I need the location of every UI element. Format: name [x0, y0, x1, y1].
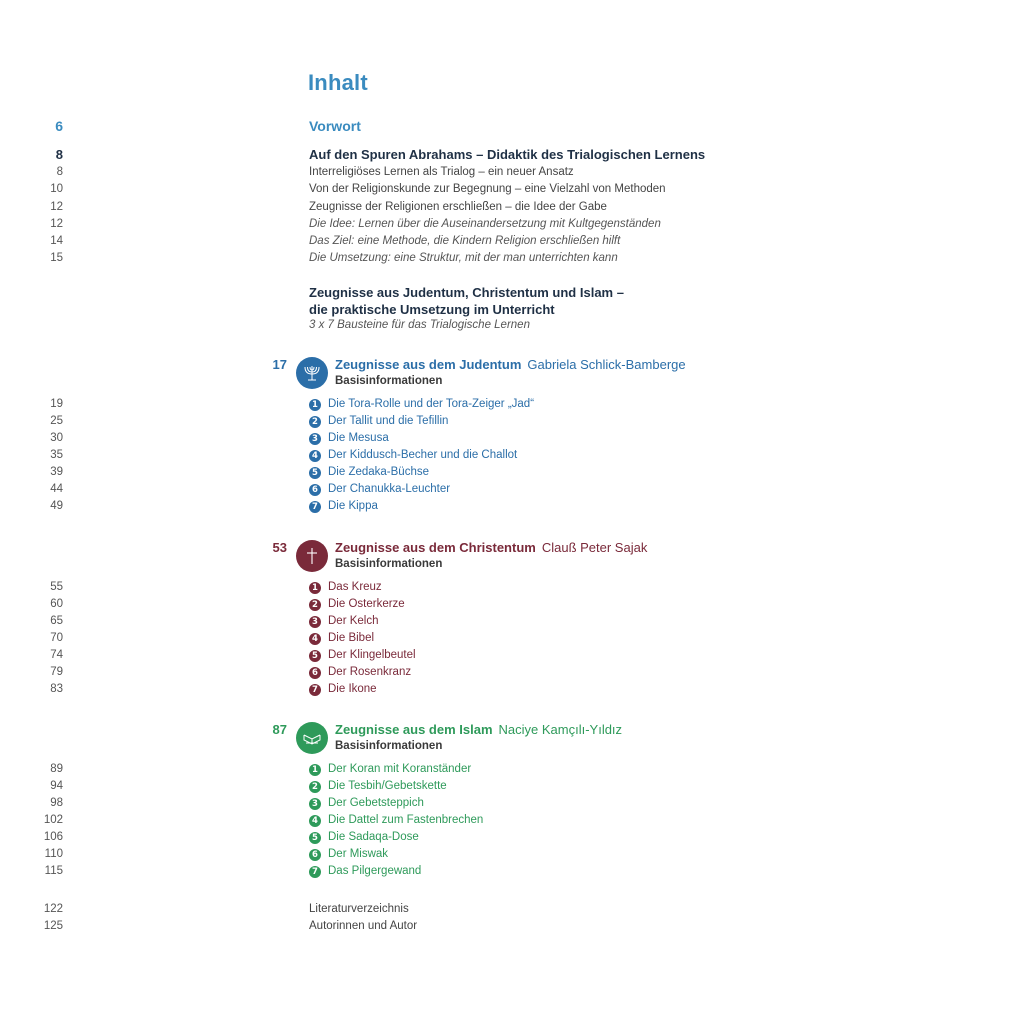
- page-number: 30: [50, 432, 63, 444]
- entry-label: Autorinnen und Autor: [309, 920, 418, 932]
- cross-icon: [296, 540, 328, 572]
- item-label: Das Kreuz: [328, 581, 382, 593]
- page-number: 89: [50, 763, 63, 775]
- page-number: 14: [50, 235, 63, 247]
- number-badge: 5: [309, 467, 321, 479]
- number-badge: 1: [309, 399, 321, 411]
- section-page-number: 53: [272, 540, 287, 555]
- practice-title-line1: Zeugnisse aus Judentum, Christentum und Islam –: [309, 285, 624, 300]
- section-title-text: Zeugnisse aus dem Islam: [335, 722, 493, 737]
- item-label: Das Pilgergewand: [328, 865, 422, 877]
- page-number: 70: [50, 632, 63, 644]
- entry-label: Auf den Spuren Abrahams – Didaktik des Trialogischen Lernens: [309, 147, 706, 162]
- section-title[interactable]: [335, 357, 686, 372]
- toc-entry[interactable]: [0, 218, 800, 235]
- number-badge: 2: [309, 416, 321, 428]
- toc-entry-authors[interactable]: [0, 920, 800, 937]
- toc-entry[interactable]: [0, 235, 800, 252]
- page-number: 10: [50, 183, 63, 195]
- page-number: 122: [43, 903, 63, 915]
- entry-label: Das Ziel: eine Methode, die Kindern Religion erschließen hilft: [309, 235, 621, 247]
- item-label: Die Osterkerze: [328, 598, 405, 610]
- item-label: Der Rosenkranz: [328, 666, 412, 678]
- entry-label: Von der Religionskunde zur Begegnung – eine Vielzahl von Methoden: [309, 183, 666, 195]
- section-author: Clauß Peter Sajak: [541, 540, 648, 555]
- toc-entry-heading[interactable]: [0, 147, 800, 164]
- page-number: 110: [44, 848, 63, 860]
- entry-label: Die Idee: Lernen über die Auseinandersetzung mit Kultgegenständen: [309, 218, 661, 230]
- item-label: Der Klingelbeutel: [328, 649, 416, 661]
- item-label: Der Miswak: [328, 848, 389, 860]
- page-number: 55: [50, 581, 63, 593]
- number-badge: 3: [309, 616, 321, 628]
- page-number: 98: [50, 797, 63, 809]
- list-item[interactable]: [0, 814, 800, 830]
- list-item[interactable]: [0, 831, 800, 847]
- list-item[interactable]: [0, 432, 800, 448]
- list-item[interactable]: [0, 632, 800, 648]
- list-item[interactable]: [0, 797, 800, 813]
- list-item[interactable]: [0, 415, 800, 431]
- page-number: 125: [43, 920, 63, 932]
- page-number: 49: [50, 500, 63, 512]
- list-item[interactable]: [0, 500, 800, 516]
- page-number: 8: [55, 147, 63, 162]
- page-number: 94: [50, 780, 63, 792]
- number-badge: 7: [309, 501, 321, 513]
- page-number: 60: [50, 598, 63, 610]
- list-item[interactable]: [0, 598, 800, 614]
- list-item[interactable]: [0, 398, 800, 414]
- item-label: Die Kippa: [328, 500, 378, 512]
- number-badge: 3: [309, 433, 321, 445]
- list-item[interactable]: [0, 780, 800, 796]
- page-number: 65: [50, 615, 63, 627]
- toc-entry-vorwort[interactable]: [0, 118, 800, 135]
- list-item[interactable]: [0, 683, 800, 699]
- page-number: 39: [50, 466, 63, 478]
- number-badge: 5: [309, 832, 321, 844]
- page-number: 25: [50, 415, 63, 427]
- number-badge: 5: [309, 650, 321, 662]
- number-badge: 2: [309, 599, 321, 611]
- number-badge: 4: [309, 633, 321, 645]
- toc-entry[interactable]: [0, 252, 800, 269]
- list-item[interactable]: [0, 649, 800, 665]
- number-badge: 3: [309, 798, 321, 810]
- item-label: Die Sadaqa-Dose: [328, 831, 419, 843]
- page-title: Inhalt: [308, 70, 368, 95]
- number-badge: 4: [309, 815, 321, 827]
- entry-label: Die Umsetzung: eine Struktur, mit der man unterrichten kann: [309, 252, 618, 264]
- menorah-icon: [296, 357, 328, 389]
- number-badge: 6: [309, 667, 321, 679]
- practice-title-line2: die praktische Umsetzung im Unterricht: [309, 302, 555, 317]
- entry-label: Vorwort: [309, 118, 361, 134]
- entry-label: Interreligiöses Lernen als Trialog – ein neuer Ansatz: [309, 166, 574, 178]
- list-item[interactable]: [0, 466, 800, 482]
- page-number: 79: [50, 666, 63, 678]
- entry-label: Zeugnisse der Religionen erschließen – die Idee der Gabe: [309, 201, 607, 213]
- item-label: Die Tora-Rolle und der Tora-Zeiger „Jad“: [328, 398, 535, 410]
- section-title[interactable]: [335, 722, 622, 737]
- number-badge: 1: [309, 582, 321, 594]
- page-number: 12: [50, 201, 63, 213]
- number-badge: 4: [309, 450, 321, 462]
- page-number: 83: [50, 683, 63, 695]
- item-label: Die Ikone: [328, 683, 377, 695]
- number-badge: 6: [309, 484, 321, 496]
- list-item[interactable]: [0, 865, 800, 881]
- practice-subtitle: 3 x 7 Bausteine für das Trialogische Lernen: [309, 319, 530, 331]
- item-label: Der Chanukka-Leuchter: [328, 483, 451, 495]
- number-badge: 2: [309, 781, 321, 793]
- section-page-number: 17: [272, 357, 287, 372]
- toc-entry-literature[interactable]: [0, 903, 800, 920]
- item-label: Die Tesbih/Gebetskette: [328, 780, 447, 792]
- list-item[interactable]: [0, 483, 800, 499]
- list-item[interactable]: [0, 763, 800, 779]
- list-item[interactable]: [0, 581, 800, 597]
- section-page-number: 87: [272, 722, 287, 737]
- section-basis[interactable]: Basisinformationen: [335, 375, 443, 387]
- page-number: 15: [50, 252, 63, 264]
- toc-entry[interactable]: [0, 166, 800, 183]
- section-title-text: Zeugnisse aus dem Judentum: [335, 357, 522, 372]
- page-number: 35: [50, 449, 63, 461]
- section-basis[interactable]: Basisinformationen: [335, 558, 443, 570]
- page-number: 19: [50, 398, 63, 410]
- page-number: 8: [56, 166, 63, 178]
- item-label: Der Kiddusch-Becher und die Challot: [328, 449, 518, 461]
- page-number: 102: [43, 814, 63, 826]
- page-number: 44: [50, 483, 63, 495]
- number-badge: 1: [309, 764, 321, 776]
- section-author: Gabriela Schlick-Bamberge: [527, 357, 686, 372]
- list-item[interactable]: [0, 666, 800, 682]
- entry-label: Literaturverzeichnis: [309, 903, 409, 915]
- page-number: 115: [44, 865, 63, 877]
- item-label: Die Mesusa: [328, 432, 389, 444]
- list-item[interactable]: [0, 615, 800, 631]
- list-item[interactable]: [0, 848, 800, 864]
- number-badge: 7: [309, 684, 321, 696]
- toc-entry[interactable]: [0, 183, 800, 200]
- item-label: Der Kelch: [328, 615, 379, 627]
- page-number: 106: [43, 831, 63, 843]
- list-item[interactable]: [0, 449, 800, 465]
- section-title-text: Zeugnisse aus dem Christentum: [335, 540, 536, 555]
- item-label: Die Dattel zum Fastenbrechen: [328, 814, 484, 826]
- item-label: Die Zedaka-Büchse: [328, 466, 429, 478]
- page-number: 6: [55, 118, 63, 134]
- number-badge: 7: [309, 866, 321, 878]
- item-label: Der Koran mit Koranständer: [328, 763, 472, 775]
- section-basis[interactable]: Basisinformationen: [335, 740, 443, 752]
- number-badge: 6: [309, 849, 321, 861]
- section-author: Naciye Kamçılı-Yıldız: [498, 722, 623, 737]
- page-number: 12: [50, 218, 63, 230]
- section-title[interactable]: [335, 540, 647, 555]
- page-number: 74: [50, 649, 63, 661]
- item-label: Der Gebetsteppich: [328, 797, 424, 809]
- koran-stand-icon: [296, 722, 328, 754]
- item-label: Die Bibel: [328, 632, 375, 644]
- item-label: Der Tallit und die Tefillin: [328, 415, 449, 427]
- toc-entry[interactable]: [0, 201, 800, 218]
